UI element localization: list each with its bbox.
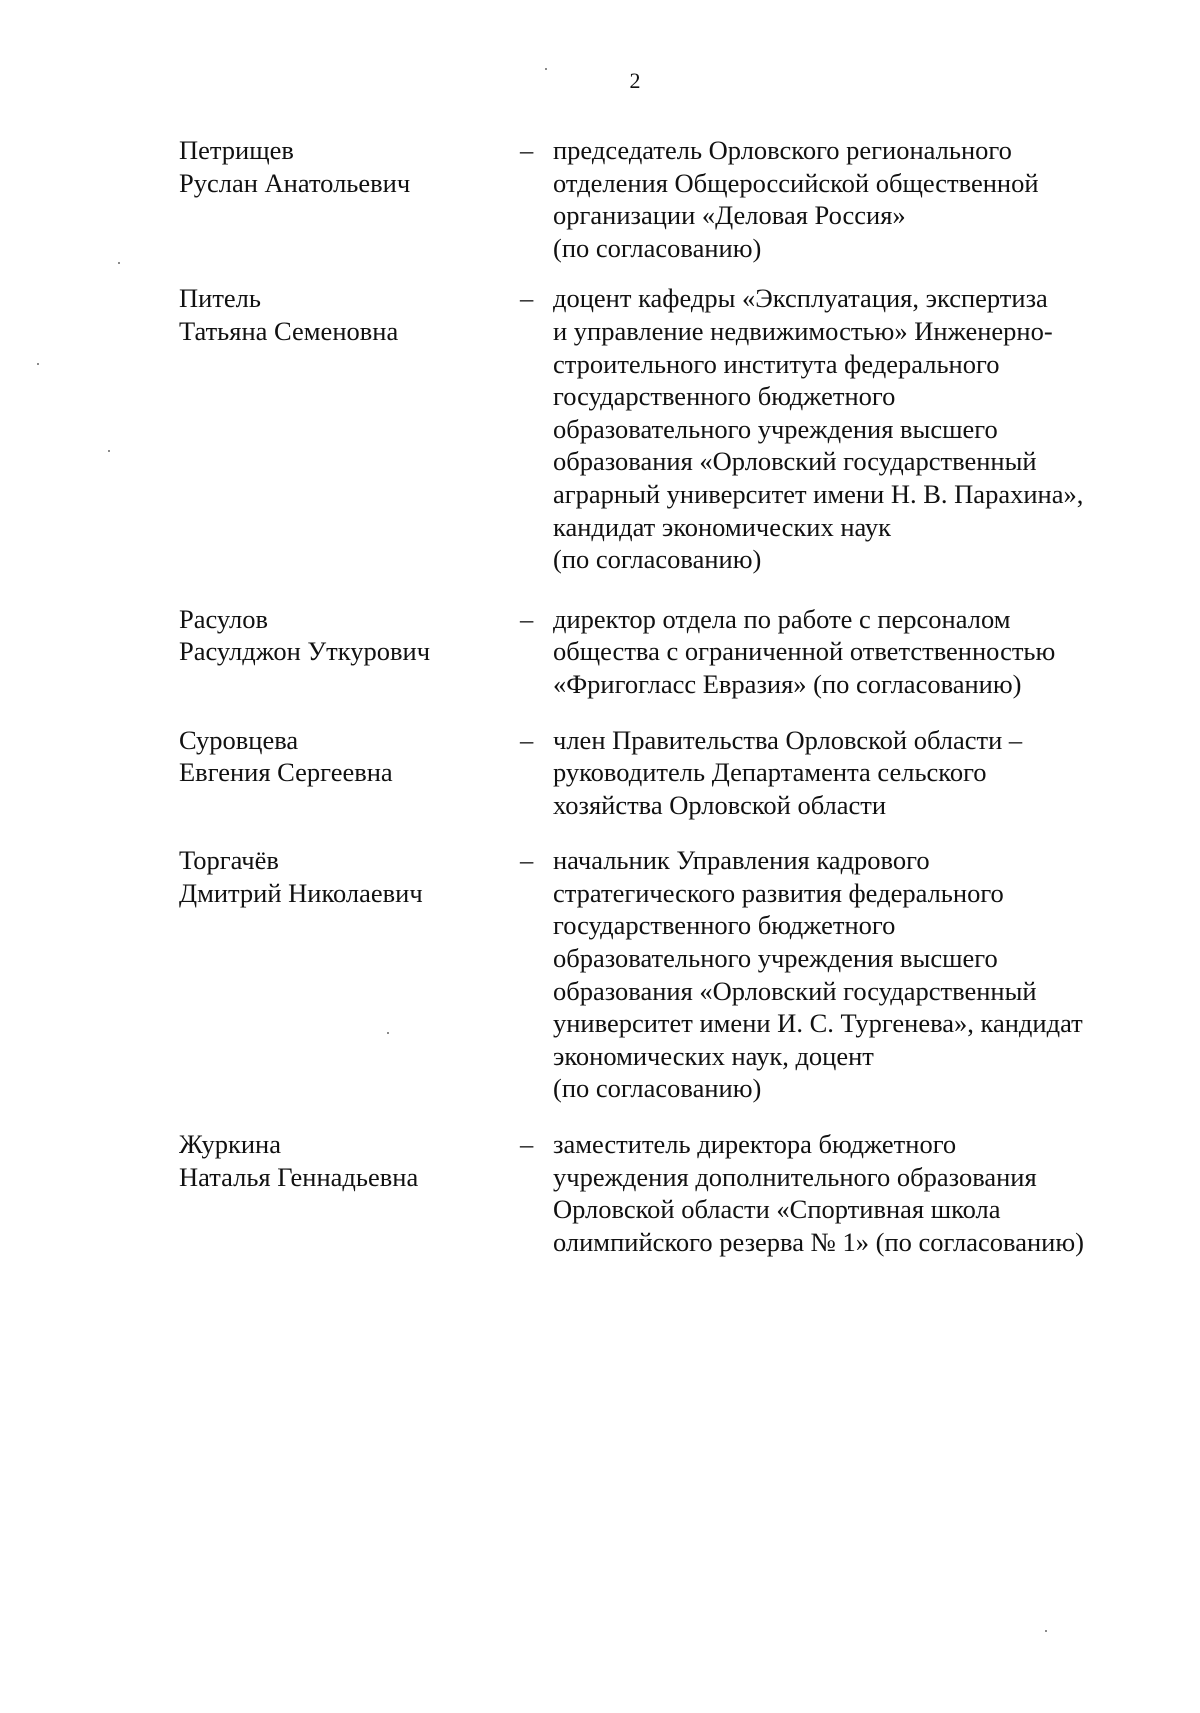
member-role (553, 1128, 1173, 1258)
dash-separator: – (520, 724, 534, 755)
role-line: государственного бюджетного (553, 910, 896, 941)
member-entry (0, 724, 1200, 822)
member-surname: Питель (179, 283, 261, 314)
role-line: государственного бюджетного (553, 381, 896, 412)
dash-separator: – (520, 135, 534, 165)
role-line: общества с ограниченной ответственностью (553, 636, 1056, 667)
role-line: образования «Орловский государственный (553, 975, 1037, 1006)
role-line: Орловской области «Спортивная школа (553, 1194, 1001, 1225)
member-name (179, 724, 499, 789)
role-line: (по согласованию) (553, 544, 762, 575)
role-line: строительного института федерального (553, 348, 1000, 379)
role-line: учреждения дополнительного образования (553, 1161, 1037, 1192)
member-surname: Петрищев (179, 135, 294, 165)
page-number: 2 (629, 68, 641, 93)
member-surname: Расулов (179, 603, 268, 634)
member-given-names: Татьяна Семеновна (179, 315, 399, 346)
dash-separator: – (520, 603, 534, 634)
role-line: начальник Управления кадрового (553, 845, 930, 876)
scan-speck (387, 1032, 389, 1034)
scan-speck (108, 450, 110, 452)
member-entry (0, 844, 1200, 1105)
member-name (179, 844, 499, 909)
member-name (179, 282, 499, 347)
role-line: (по согласованию) (553, 1073, 762, 1104)
role-line: заместитель директора бюджетного (553, 1129, 957, 1160)
member-given-names: Руслан Анатольевич (179, 167, 411, 198)
role-line: кандидат экономических наук (553, 511, 892, 542)
member-name (179, 134, 499, 199)
role-line: университет имени И. С. Тургенева», кандидат (553, 1008, 1083, 1039)
member-role (553, 724, 1173, 822)
role-line: доцент кафедры «Эксплуатация, экспертиза (553, 283, 1048, 314)
dash-separator: – (520, 283, 534, 314)
member-entry (0, 282, 1200, 575)
member-role (553, 282, 1173, 575)
dash-separator: – (520, 845, 534, 876)
member-given-names: Расулджон Уткурович (179, 636, 431, 667)
member-surname: Суровцева (179, 724, 299, 755)
scan-speck (37, 363, 39, 365)
role-line: и управление недвижимостью» Инженерно- (553, 315, 1053, 346)
member-role (553, 844, 1173, 1105)
role-line: организации «Деловая Россия» (553, 200, 906, 231)
dash-separator: – (520, 1129, 534, 1160)
role-line: образования «Орловский государственный (553, 446, 1037, 477)
role-line: аграрный университет имени Н. В. Парахина», (553, 478, 1084, 509)
member-given-names: Евгения Сергеевна (179, 757, 393, 788)
role-line: стратегического развития федерального (553, 877, 1004, 908)
role-line: экономических наук, доцент (553, 1040, 874, 1071)
role-line: (по согласованию) (553, 232, 762, 263)
role-line: хозяйства Орловской области (553, 789, 887, 820)
role-line: член Правительства Орловской области – (553, 724, 1023, 755)
role-line: руководитель Департамента сельского (553, 757, 987, 788)
member-given-names: Дмитрий Николаевич (179, 877, 423, 908)
role-line: директор отдела по работе с персоналом (553, 603, 1011, 634)
member-surname: Журкина (179, 1129, 281, 1160)
role-line: «Фригогласс Евразия» (по согласованию) (553, 668, 1022, 699)
scan-speck (1045, 1630, 1047, 1632)
member-entry (0, 603, 1200, 701)
role-line: образовательного учреждения высшего (553, 943, 998, 974)
member-role (553, 603, 1173, 701)
role-line: отделения Общероссийской общественной (553, 167, 1039, 198)
member-name (179, 603, 499, 668)
member-role (553, 134, 1173, 264)
member-given-names: Наталья Геннадьевна (179, 1161, 419, 1192)
role-line: образовательного учреждения высшего (553, 413, 998, 444)
scan-speck (545, 68, 547, 70)
member-entry (0, 134, 1200, 264)
member-name (179, 1128, 499, 1193)
member-entry (0, 1128, 1200, 1258)
member-surname: Торгачёв (179, 845, 279, 876)
scan-speck (118, 262, 120, 264)
role-line: олимпийского резерва № 1» (по согласованию) (553, 1226, 1084, 1257)
role-line: председатель Орловского регионального (553, 135, 1012, 165)
member-list (0, 134, 1200, 1258)
